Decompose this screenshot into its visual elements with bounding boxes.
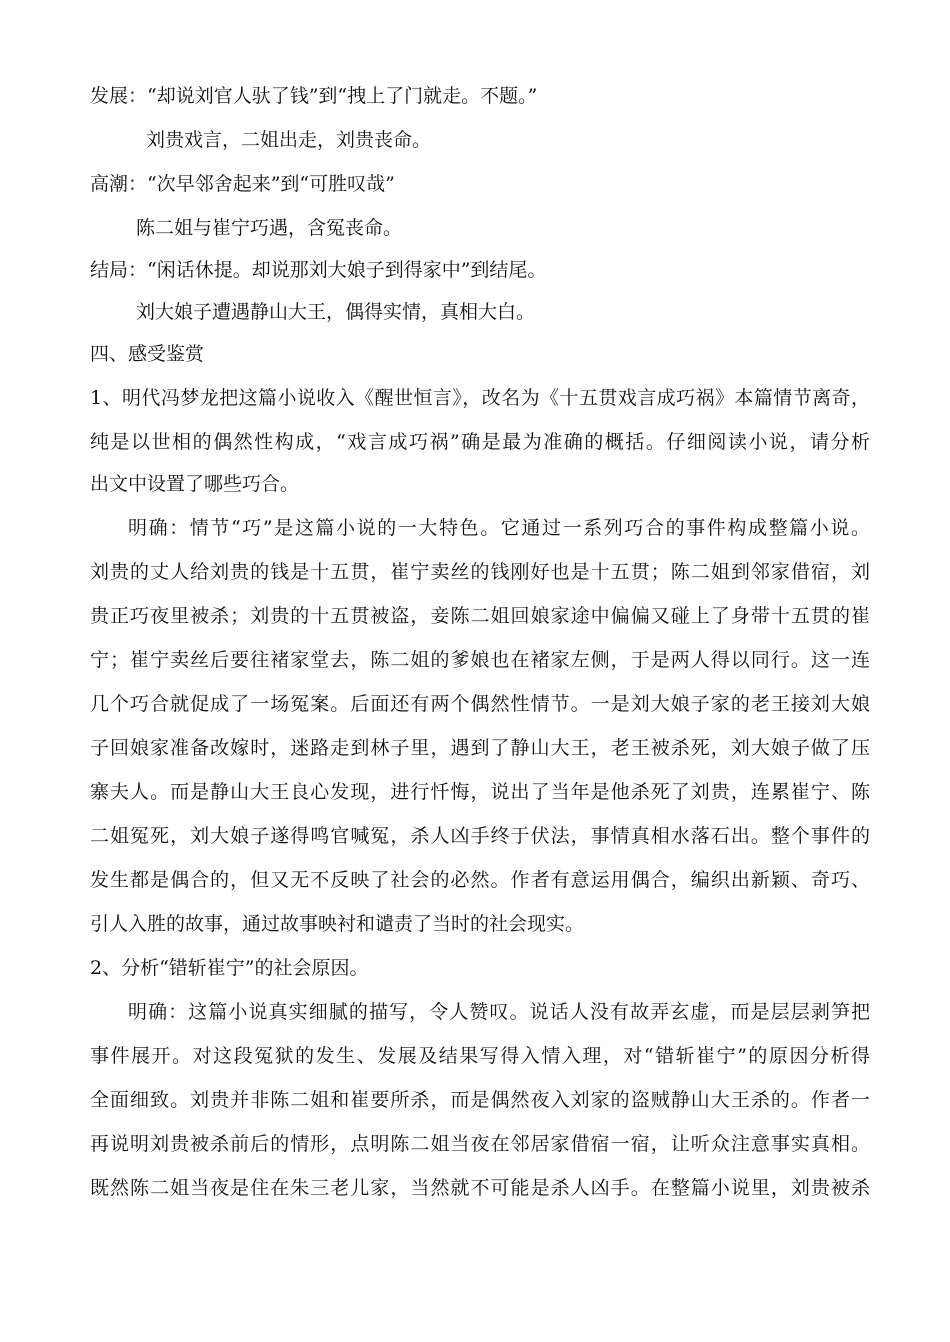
section-development: 发展：“却说刘官人驮了钱”到“拽上了门就走。不题。” xyxy=(90,85,538,107)
heading-appreciation: 四、感受鉴赏 xyxy=(90,343,205,365)
answer-1-line-2: 刘贵的丈人给刘贵的钱是十五贯，崔宁卖丝的钱刚好也是十五贯；陈二姐到邻家借宿，刘 xyxy=(90,561,870,583)
question-1-line-2: 纯是以世相的偶然性构成，“戏言成巧祸”确是最为准确的概括。仔细阅读小说，请分析 xyxy=(90,431,870,453)
answer-1-line-10: 引人入胜的故事，通过故事映衬和谴责了当时的社会现实。 xyxy=(90,913,585,935)
answer-2-line-4: 再说明刘贵被杀前后的情形，点明陈二姐当夜在邻居家借宿一宿，让听众注意事实真相。 xyxy=(90,1133,870,1155)
answer-2-line-1: 明确：这篇小说真实细腻的描写，令人赞叹。说话人没有故弄玄虚，而是层层剥笋把 xyxy=(128,1001,870,1023)
ending-summary: 刘大娘子遭遇静山大王，偶得实情，真相大白。 xyxy=(136,301,536,323)
question-1-line-3: 出文中设置了哪些巧合。 xyxy=(90,473,300,495)
answer-1-line-6: 子回娘家准备改嫁时，迷路走到林子里，遇到了静山大王，老王被杀死，刘大娘子做了压 xyxy=(90,737,870,759)
section-ending: 结局：“闲话休提。却说那刘大娘子到得家中”到结尾。 xyxy=(90,259,547,281)
answer-2-line-3: 全面细致。刘贵并非陈二姐和崔要所杀，而是偶然夜入刘家的盗贼静山大王杀的。作者一 xyxy=(90,1089,870,1111)
answer-1-line-7: 寨夫人。而是静山大王良心发现，进行忏悔，说出了当年是他杀死了刘贵，连累崔宁、陈 xyxy=(90,781,870,803)
section-climax: 高潮：“次早邻舍起来”到“可胜叹哉” xyxy=(90,173,395,195)
climax-summary: 陈二姐与崔宁巧遇，含冤丧命。 xyxy=(136,217,403,239)
answer-2-line-5: 既然陈二姐当夜是住在朱三老儿家，当然就不可能是杀人凶手。在整篇小说里，刘贵被杀 xyxy=(90,1177,870,1199)
question-2: 2、分析“错斩崔宁”的社会原因。 xyxy=(90,957,369,979)
answer-1-line-4: 宁；崔宁卖丝后要往褚家堂去，陈二姐的爹娘也在褚家左侧，于是两人得以同行。这一连 xyxy=(90,649,870,671)
answer-1-line-3: 贵正巧夜里被杀；刘贵的十五贯被盗，妾陈二姐回娘家途中偏偏又碰上了身带十五贯的崔 xyxy=(90,605,870,627)
question-1-line-1: 1、明代冯梦龙把这篇小说收入《醒世恒言》，改名为《十五贯戏言成巧祸》本篇情节离奇， xyxy=(90,387,870,409)
answer-2-line-2: 事件展开。对这段冤狱的发生、发展及结果写得入情入理，对“错斩崔宁”的原因分析得 xyxy=(90,1045,870,1067)
answer-1-line-9: 发生都是偶合的，但又无不反映了社会的必然。作者有意运用偶合，编织出新颖、奇巧、 xyxy=(90,869,870,891)
development-summary: 刘贵戏言，二姐出走，刘贵丧命。 xyxy=(146,129,432,151)
answer-1-line-5: 几个巧合就促成了一场冤案。后面还有两个偶然性情节。一是刘大娘子家的老王接刘大娘 xyxy=(90,693,870,715)
answer-1-line-1: 明确：情节“巧”是这篇小说的一大特色。它通过一系列巧合的事件构成整篇小说。 xyxy=(128,517,870,539)
answer-1-line-8: 二姐冤死，刘大娘子遂得鸣官喊冤，杀人凶手终于伏法，事情真相水落石出。整个事件的 xyxy=(90,825,870,847)
